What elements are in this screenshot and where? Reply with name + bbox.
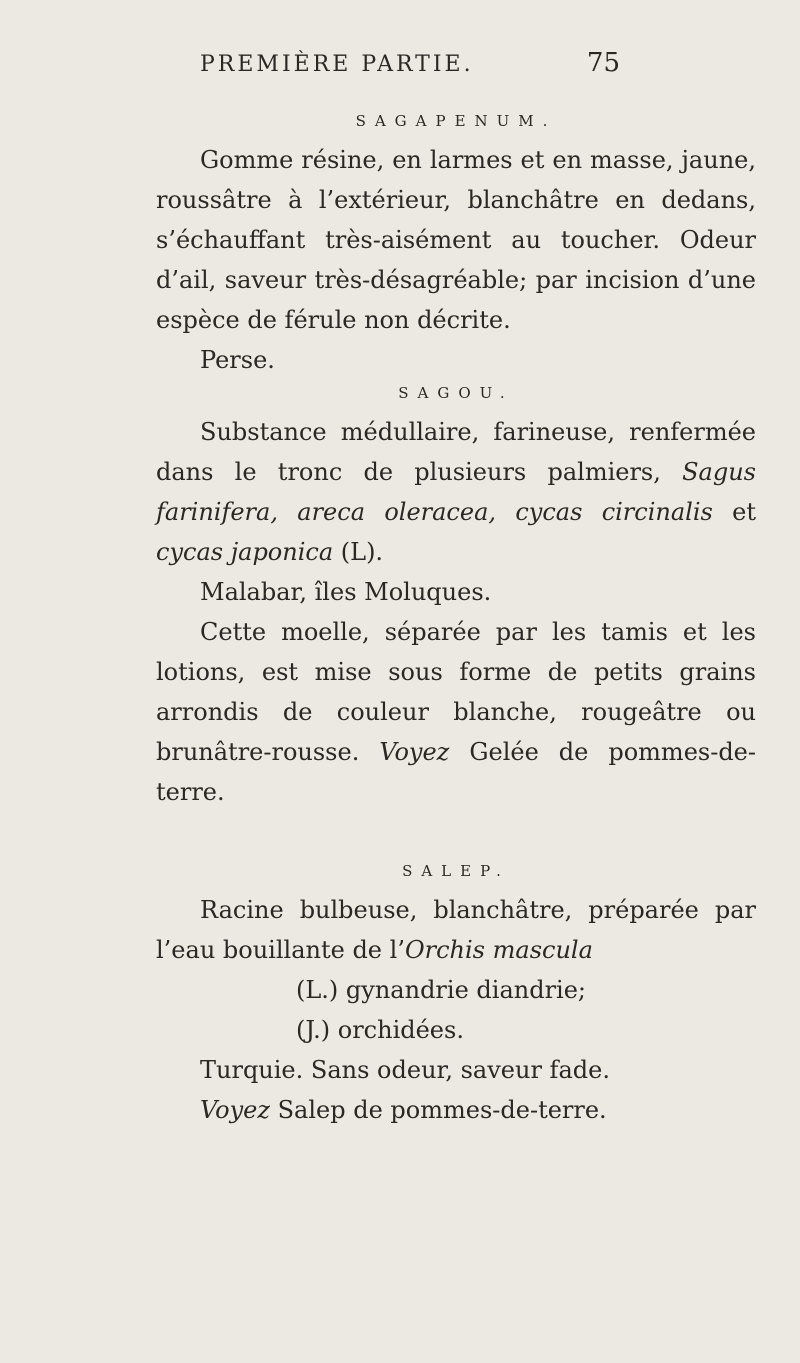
- description-text: Substance médullaire, farineuse, renfermée dans le tronc de plusieurs palmiers,: [156, 418, 756, 486]
- note-text: Gelée de pommes-de-terre.: [156, 738, 756, 806]
- description-text: Racine bulbeuse, blanchâtre, préparée par l’eau bouillante de l’: [156, 896, 756, 964]
- voyez-reference: Voyez: [200, 1096, 270, 1124]
- entry-heading: SAGOU.: [398, 384, 514, 402]
- entry-origin: Turquie. Sans odeur, saveur fade.: [200, 1056, 610, 1084]
- entry-note: [156, 612, 756, 812]
- note-text: Cette moelle, séparée par les tamis et les lotions, est mise sous forme de petits grains arrondis de couleur blanche, rougeâtre ou brunâtre-rousse.: [156, 618, 756, 766]
- latin-name: Sagus farinifera, areca oleracea, cycas circinalis: [156, 458, 756, 526]
- entry-sagapenum: [156, 112, 756, 380]
- voyez-reference: Voyez: [379, 738, 450, 766]
- entry-origin: Malabar, îles Moluques.: [200, 578, 492, 606]
- running-header: [200, 48, 620, 92]
- entry-origin: Perse.: [200, 346, 275, 374]
- entry-see-also: [156, 1090, 756, 1130]
- entry-heading: SALEP.: [402, 862, 510, 880]
- classification-linnaeus: (L.) gynandrie diandrie;: [296, 976, 587, 1004]
- entry-description: [156, 890, 756, 970]
- entry-description: [156, 412, 756, 572]
- latin-name: cycas japonica: [156, 538, 334, 566]
- classification-jussieu: (J.) orchidées.: [296, 1016, 464, 1044]
- latin-name: Orchis mascula: [404, 936, 593, 964]
- entry-sagou: [156, 384, 756, 812]
- entry-heading: SAGAPENUM.: [355, 112, 557, 130]
- entry-salep: [156, 862, 756, 1130]
- running-title: PREMIÈRE PARTIE.: [200, 52, 474, 77]
- entry-description: Gomme résine, en larmes et en masse, jaune, roussâtre à l’extérieur, blanchâtre en dedans, s’échauffant très-aisément au toucher. Odeur d’ail, saveur très-désagréable; par incision d’une espèce de férule non décrite.: [156, 146, 756, 334]
- see-also-text: Salep de pommes-de-terre.: [269, 1096, 607, 1124]
- page-number: 75: [586, 48, 620, 78]
- description-text: (L).: [333, 538, 384, 566]
- description-text: et: [712, 498, 756, 526]
